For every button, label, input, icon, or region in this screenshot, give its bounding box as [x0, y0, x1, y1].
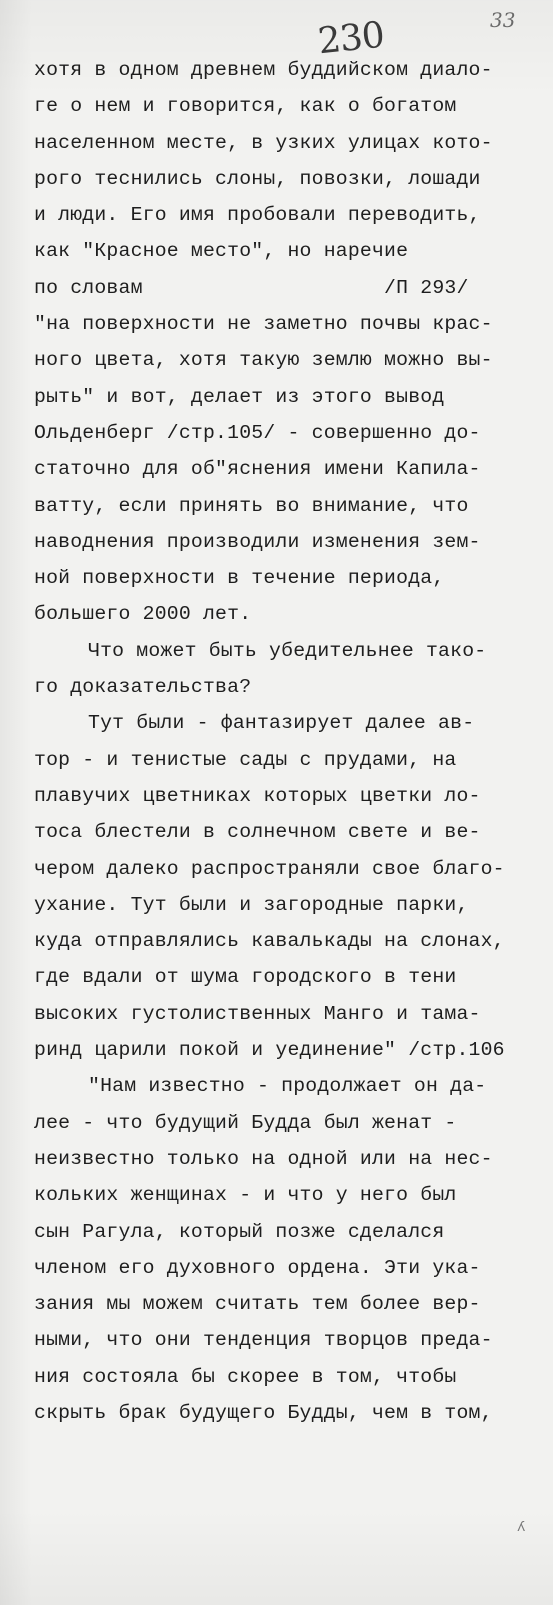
- text-line: [0, 959, 553, 995]
- text-line-content: сын Рагула, который позже сделался: [34, 1220, 445, 1243]
- text-line: [0, 342, 553, 378]
- text-line: [0, 233, 553, 269]
- text-line-content: скрыть брак будущего Будды, чем в том,: [34, 1401, 493, 1424]
- text-line: [0, 161, 553, 197]
- text-line: [0, 851, 553, 887]
- text-line: [0, 923, 553, 959]
- text-line: [0, 1032, 553, 1068]
- text-line-content: ной поверхности в течение периода,: [34, 567, 445, 590]
- text-line-content: го доказательства?: [34, 676, 252, 699]
- text-line: [0, 306, 553, 342]
- text-line-content: ватту, если принять во внимание, что: [34, 494, 469, 517]
- text-line: [0, 1141, 553, 1177]
- text-line: [0, 1322, 553, 1358]
- text-line: [0, 125, 553, 161]
- text-line-content: и люди. Его имя пробовали переводить,: [34, 204, 481, 227]
- text-line: [0, 1250, 553, 1286]
- text-line-content: статочно для об"яснения имени Капила-: [34, 458, 481, 481]
- text-line-content: плавучих цветниках которых цветки ло-: [34, 784, 481, 807]
- text-line: [0, 488, 553, 524]
- text-line-content: населенном месте, в узких улицах кото-: [34, 131, 493, 154]
- text-line-content: по словам /П 293/: [34, 276, 469, 299]
- text-line-content: ухание. Тут были и загородные парки,: [34, 893, 469, 916]
- text-line-content: зания мы можем считать тем более вер-: [34, 1293, 481, 1316]
- text-line: [0, 742, 553, 778]
- text-line: [0, 596, 553, 632]
- text-line: [0, 1177, 553, 1213]
- text-line-content: наводнения производили изменения зем-: [34, 530, 481, 553]
- text-line: [0, 415, 553, 451]
- text-line: [0, 524, 553, 560]
- text-line-content: Тут были - фантазирует далее ав-: [88, 712, 475, 735]
- handwritten-page-number: 230: [316, 14, 386, 63]
- text-line-content: рыть" и вот, делает из этого вывод: [34, 385, 445, 408]
- text-line-content: Что может быть убедительнее тако-: [88, 639, 487, 662]
- text-line-content: высоких густолиственных Манго и тамa-: [34, 1002, 481, 1025]
- text-line-content: ге о нем и говорится, как о богатом: [34, 95, 457, 118]
- text-line: [0, 1068, 553, 1104]
- text-line: [0, 379, 553, 415]
- text-line-content: куда отправлялись кавалькады на слонах,: [34, 930, 505, 953]
- text-line-content: тоса блестели в солнечном свете и ве-: [34, 821, 481, 844]
- text-line: [0, 1395, 553, 1431]
- text-line-content: "Нам известно - продолжает он да-: [88, 1075, 487, 1098]
- text-line: [0, 560, 553, 596]
- text-line-content: кольких женщинах - и что у него был: [34, 1184, 457, 1207]
- text-line: [0, 52, 553, 88]
- text-line-content: "на поверхности не заметно почвы крас-: [34, 313, 493, 336]
- text-line: [0, 633, 553, 669]
- text-line: [0, 1286, 553, 1322]
- text-line: [0, 705, 553, 741]
- text-line: [0, 1359, 553, 1395]
- text-body: [0, 52, 553, 1431]
- text-line: [0, 197, 553, 233]
- text-line: [0, 1105, 553, 1141]
- text-line-content: чером далеко распространяли свое благо-: [34, 857, 505, 880]
- text-line-content: рого теснились слоны, повозки, лошади: [34, 167, 481, 190]
- text-line-content: ного цвета, хотя такую землю можно вы-: [34, 349, 493, 372]
- corner-page-number: 33: [490, 8, 516, 32]
- text-line-content: как "Красное место", но наречие: [34, 240, 409, 263]
- text-line: [0, 1214, 553, 1250]
- text-line: [0, 88, 553, 124]
- text-line: [0, 270, 553, 306]
- text-line-content: ния состояла бы скорее в том, чтобы: [34, 1365, 457, 1388]
- text-line: [0, 669, 553, 705]
- text-line-content: неизвестно только на одной или на нес-: [34, 1147, 493, 1170]
- text-line: [0, 451, 553, 487]
- text-line: [0, 778, 553, 814]
- text-line: [0, 887, 553, 923]
- text-line-content: членом его духовного ордена. Эти ука-: [34, 1256, 481, 1279]
- text-line-content: лее - что будущий Будда был женат -: [34, 1111, 457, 1134]
- text-line-content: ными, что они тенденция творцов преда-: [34, 1329, 493, 1352]
- text-line: [0, 814, 553, 850]
- text-line: [0, 996, 553, 1032]
- text-line-content: тор - и тенистые сады с прудами, на: [34, 748, 457, 771]
- text-line-content: хотя в одном древнем буддийском диало-: [34, 59, 493, 81]
- text-line-content: ринд царили покой и уединение" /стр.106: [34, 1039, 505, 1062]
- text-line-content: Ольденберг /стр.105/ - совершенно до-: [34, 421, 481, 444]
- text-line-content: большего 2000 лет.: [34, 603, 252, 626]
- margin-tick-mark: ʎ: [517, 1520, 526, 1536]
- text-line-content: где вдали от шума городского в тени: [34, 966, 457, 989]
